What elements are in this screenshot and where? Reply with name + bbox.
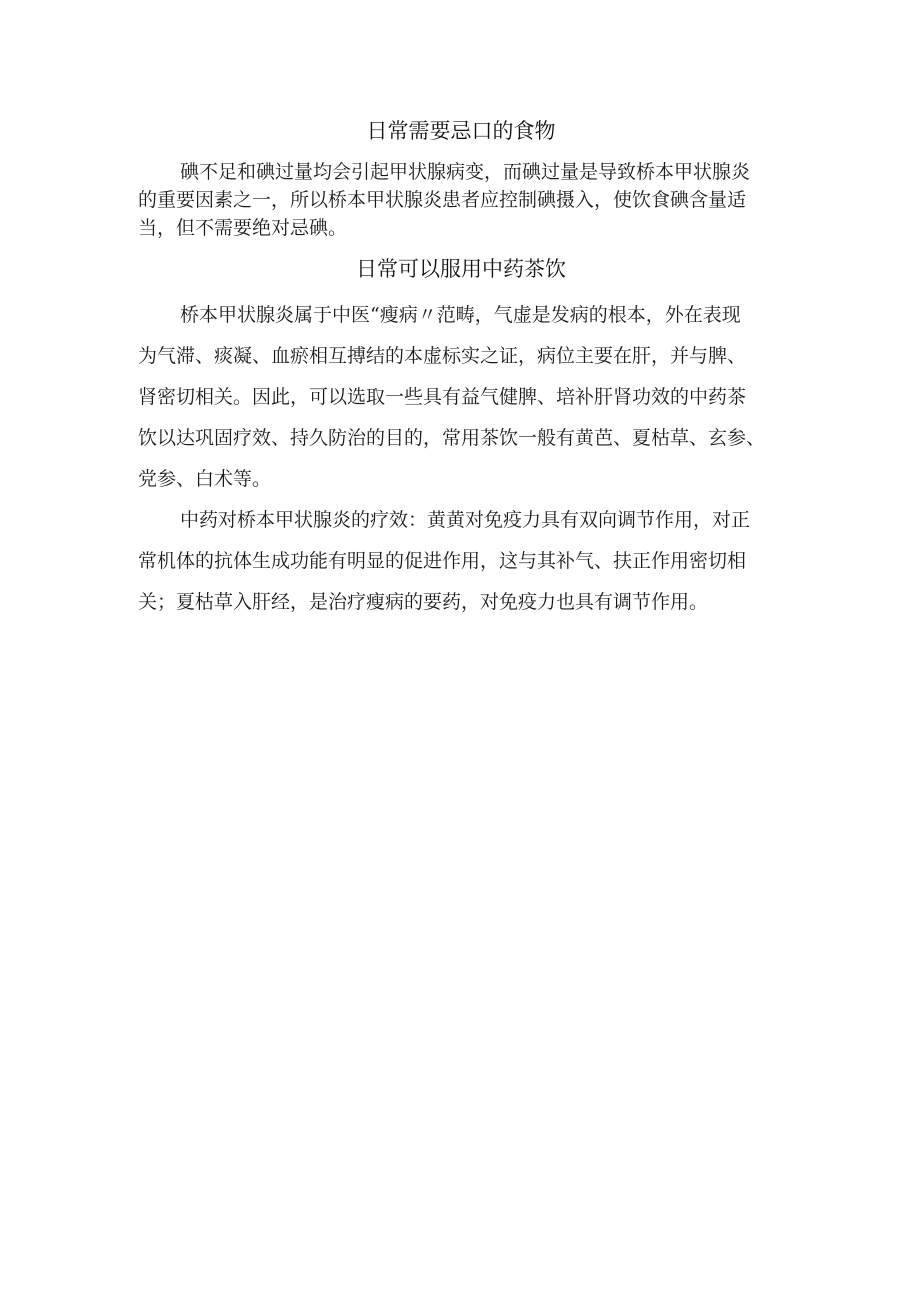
- paragraph-line: 碘不足和碘过量均会引起甲状腺病变，而碘过量是导致桥本甲状腺炎: [180, 161, 751, 183]
- paragraph-line: 的重要因素之一，所以桥本甲状腺炎患者应控制碘摄入，使饮食碘含量适: [138, 189, 747, 211]
- paragraph-line: 常机体的抗体生成功能有明显的促进作用，这与其补气、扶正作用密切相: [138, 550, 747, 572]
- paragraph-line: 当，但不需要绝对忌碘。: [138, 217, 348, 239]
- paragraph-line: 肾密切相关。因此，可以选取一些具有益气健脾、培补肝肾功效的中药茶: [138, 386, 747, 408]
- section-heading-diet: 日常需要忌口的食物: [366, 119, 556, 143]
- paragraph-line: 为气滞、痰凝、血瘀相互搏结的本虚标实之证，病位主要在肝，并与脾、: [138, 345, 747, 367]
- paragraph-line: 桥本甲状腺炎属于中医“瘦病〃范畴，气虚是发病的根本，外在表现: [180, 304, 741, 326]
- paragraph-iodine: [138, 158, 798, 242]
- paragraph-herb-efficacy: [138, 500, 798, 623]
- paragraph-tcm-theory: [138, 295, 798, 500]
- section-heading-herbal-tea: 日常可以服用中药茶饮: [356, 257, 566, 281]
- paragraph-line: 中药对桥本甲状腺炎的疗效：黄黄对免疫力具有双向调节作用，对正: [180, 509, 751, 531]
- paragraph-line: 关；夏枯草入肝经，是治疗瘦病的要药，对免疫力也具有调节作用。: [138, 591, 709, 613]
- paragraph-line: 党参、白术等。: [138, 468, 272, 490]
- paragraph-line: 饮以达巩固疗效、持久防治的目的，常用茶饮一般有黄芭、夏枯草、玄参、: [138, 427, 766, 449]
